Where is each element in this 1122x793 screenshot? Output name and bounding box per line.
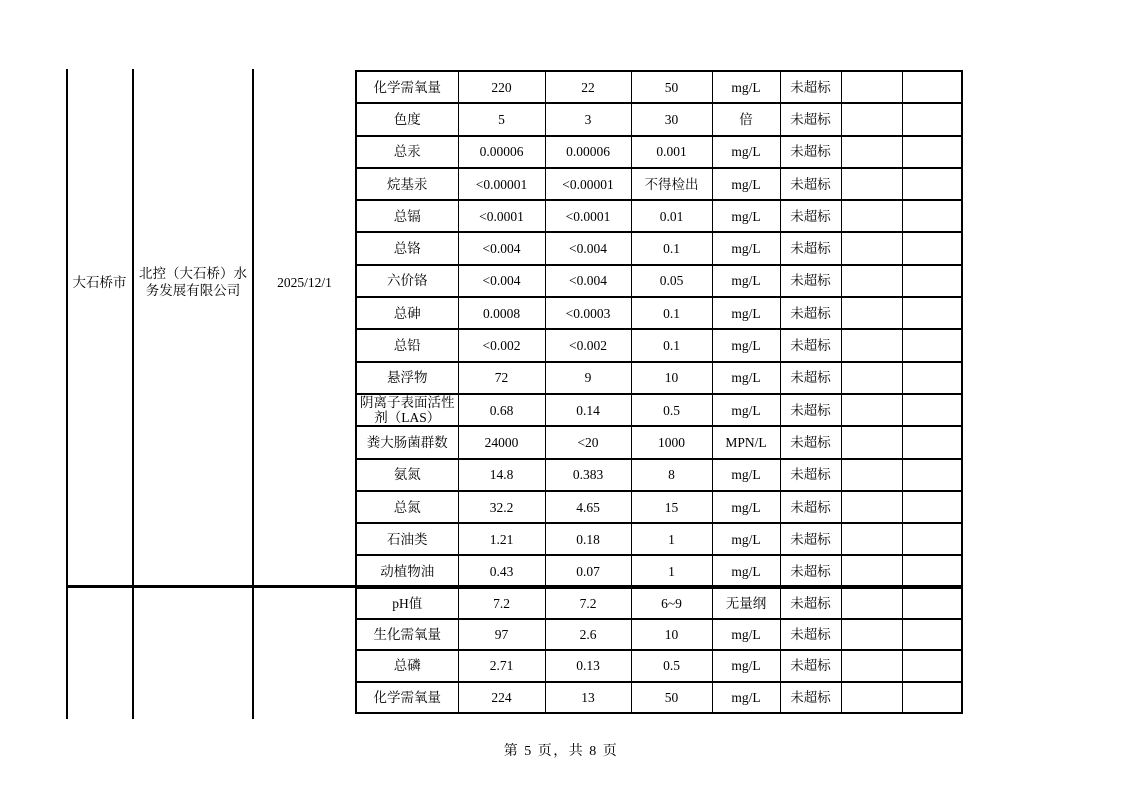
cell-value-2: <0.0001	[545, 200, 631, 232]
cell-extra-1	[841, 426, 902, 458]
cell-unit: mg/L	[712, 555, 780, 587]
cell-parameter: 石油类	[356, 523, 458, 555]
cell-parameter: 阴离子表面活性剂（LAS）	[356, 394, 458, 426]
cell-extra-1	[841, 168, 902, 200]
table-row	[356, 297, 962, 329]
cell-parameter: pH值	[356, 588, 458, 619]
cell-parameter: 六价铬	[356, 265, 458, 297]
cell-extra-2	[902, 619, 962, 650]
cell-status: 未超标	[780, 71, 841, 103]
table-row	[356, 168, 962, 200]
cell-extra-2	[902, 136, 962, 168]
cell-value-1: 0.00006	[458, 136, 545, 168]
cell-value-1: 1.21	[458, 523, 545, 555]
cell-value-2: 0.13	[545, 650, 631, 681]
cell-value-1: 14.8	[458, 459, 545, 491]
cell-status: 未超标	[780, 523, 841, 555]
cell-unit: mg/L	[712, 71, 780, 103]
cell-unit: mg/L	[712, 523, 780, 555]
cell-extra-2	[902, 168, 962, 200]
left-column-rule-3	[252, 69, 254, 719]
cell-extra-2	[902, 491, 962, 523]
cell-status: 未超标	[780, 200, 841, 232]
cell-value-1: 97	[458, 619, 545, 650]
cell-parameter: 粪大肠菌群数	[356, 426, 458, 458]
cell-value-2: <0.002	[545, 329, 631, 361]
cell-extra-2	[902, 297, 962, 329]
block-separator-rule	[66, 585, 963, 588]
cell-unit: mg/L	[712, 297, 780, 329]
cell-value-2: <20	[545, 426, 631, 458]
cell-extra-1	[841, 362, 902, 394]
cell-unit: mg/L	[712, 232, 780, 264]
cell-parameter: 化学需氧量	[356, 682, 458, 713]
table-row	[356, 588, 962, 619]
cell-limit: 30	[631, 103, 712, 135]
cell-extra-2	[902, 329, 962, 361]
cell-value-2: 3	[545, 103, 631, 135]
table-row	[356, 555, 962, 587]
cell-extra-2	[902, 588, 962, 619]
cell-extra-1	[841, 232, 902, 264]
cell-status: 未超标	[780, 265, 841, 297]
cell-status: 未超标	[780, 362, 841, 394]
cell-value-1: 7.2	[458, 588, 545, 619]
cell-status: 未超标	[780, 232, 841, 264]
cell-value-1: <0.002	[458, 329, 545, 361]
cell-unit: mg/L	[712, 168, 780, 200]
cell-extra-1	[841, 523, 902, 555]
cell-extra-2	[902, 555, 962, 587]
table-row	[356, 394, 962, 426]
left-column-rule-2	[132, 69, 134, 719]
cell-value-2: 7.2	[545, 588, 631, 619]
cell-extra-1	[841, 588, 902, 619]
table-row	[356, 103, 962, 135]
cell-value-1: 224	[458, 682, 545, 713]
cell-extra-1	[841, 394, 902, 426]
table-row	[356, 200, 962, 232]
cell-limit: 1000	[631, 426, 712, 458]
cell-status: 未超标	[780, 650, 841, 681]
cell-value-2: 4.65	[545, 491, 631, 523]
cell-extra-1	[841, 491, 902, 523]
table-row	[356, 71, 962, 103]
cell-extra-2	[902, 650, 962, 681]
cell-extra-2	[902, 682, 962, 713]
cell-unit: mg/L	[712, 136, 780, 168]
cell-value-2: <0.004	[545, 232, 631, 264]
cell-status: 未超标	[780, 459, 841, 491]
cell-extra-1	[841, 136, 902, 168]
cell-extra-1	[841, 103, 902, 135]
cell-extra-2	[902, 426, 962, 458]
cell-status: 未超标	[780, 329, 841, 361]
cell-value-2: 2.6	[545, 619, 631, 650]
cell-parameter: 总铅	[356, 329, 458, 361]
cell-limit: 50	[631, 71, 712, 103]
cell-extra-2	[902, 200, 962, 232]
cell-limit: 1	[631, 555, 712, 587]
cell-unit: mg/L	[712, 265, 780, 297]
cell-unit: mg/L	[712, 362, 780, 394]
cell-value-1: <0.00001	[458, 168, 545, 200]
cell-value-2: <0.00001	[545, 168, 631, 200]
table-row	[356, 232, 962, 264]
cell-value-1: 0.68	[458, 394, 545, 426]
cell-extra-1	[841, 265, 902, 297]
measurement-table	[355, 70, 963, 714]
cell-value-2: 0.18	[545, 523, 631, 555]
table-row	[356, 459, 962, 491]
city-cell: 大石桥市	[72, 275, 127, 290]
cell-limit: 8	[631, 459, 712, 491]
cell-unit: mg/L	[712, 200, 780, 232]
cell-limit: 0.1	[631, 232, 712, 264]
cell-status: 未超标	[780, 619, 841, 650]
cell-value-1: 72	[458, 362, 545, 394]
cell-extra-1	[841, 459, 902, 491]
cell-status: 未超标	[780, 103, 841, 135]
cell-extra-1	[841, 297, 902, 329]
page-indicator: 第 5 页，共 8 页	[503, 744, 619, 759]
cell-extra-2	[902, 394, 962, 426]
cell-unit: mg/L	[712, 491, 780, 523]
cell-status: 未超标	[780, 555, 841, 587]
company-cell: 北控（大石桥）水务发展有限公司	[139, 266, 247, 298]
cell-value-2: 0.14	[545, 394, 631, 426]
table-row	[356, 362, 962, 394]
cell-extra-1	[841, 650, 902, 681]
measurement-table-body	[356, 71, 962, 713]
cell-limit: 10	[631, 619, 712, 650]
cell-extra-2	[902, 103, 962, 135]
cell-status: 未超标	[780, 297, 841, 329]
table-row	[356, 523, 962, 555]
cell-limit: 0.5	[631, 394, 712, 426]
cell-extra-2	[902, 523, 962, 555]
table-row	[356, 491, 962, 523]
cell-parameter: 烷基汞	[356, 168, 458, 200]
cell-limit: 0.1	[631, 329, 712, 361]
cell-extra-1	[841, 682, 902, 713]
cell-parameter: 悬浮物	[356, 362, 458, 394]
cell-value-1: <0.004	[458, 232, 545, 264]
cell-unit: mg/L	[712, 650, 780, 681]
cell-parameter: 氨氮	[356, 459, 458, 491]
cell-status: 未超标	[780, 682, 841, 713]
cell-unit: mg/L	[712, 619, 780, 650]
cell-unit: mg/L	[712, 329, 780, 361]
cell-limit: 50	[631, 682, 712, 713]
cell-status: 未超标	[780, 491, 841, 523]
cell-parameter: 总汞	[356, 136, 458, 168]
cell-extra-1	[841, 555, 902, 587]
cell-value-1: 32.2	[458, 491, 545, 523]
cell-extra-1	[841, 619, 902, 650]
cell-parameter: 化学需氧量	[356, 71, 458, 103]
table-row	[356, 329, 962, 361]
cell-value-2: 13	[545, 682, 631, 713]
cell-limit: 15	[631, 491, 712, 523]
cell-unit: mg/L	[712, 394, 780, 426]
cell-limit: 0.05	[631, 265, 712, 297]
table-row	[356, 682, 962, 713]
cell-extra-2	[902, 232, 962, 264]
cell-value-2: 0.07	[545, 555, 631, 587]
cell-status: 未超标	[780, 168, 841, 200]
cell-limit: 0.01	[631, 200, 712, 232]
cell-extra-2	[902, 459, 962, 491]
cell-unit: 无量纲	[712, 588, 780, 619]
cell-extra-1	[841, 71, 902, 103]
cell-value-2: 0.00006	[545, 136, 631, 168]
cell-parameter: 总铬	[356, 232, 458, 264]
cell-value-1: 5	[458, 103, 545, 135]
cell-limit: 0.001	[631, 136, 712, 168]
cell-status: 未超标	[780, 136, 841, 168]
cell-value-1: <0.0001	[458, 200, 545, 232]
cell-extra-1	[841, 329, 902, 361]
table-row	[356, 265, 962, 297]
cell-unit: mg/L	[712, 682, 780, 713]
cell-value-1: 24000	[458, 426, 545, 458]
cell-value-2: 9	[545, 362, 631, 394]
cell-parameter: 色度	[356, 103, 458, 135]
cell-limit: 1	[631, 523, 712, 555]
cell-extra-1	[841, 200, 902, 232]
cell-limit: 不得检出	[631, 168, 712, 200]
cell-value-2: <0.0003	[545, 297, 631, 329]
table-row	[356, 650, 962, 681]
cell-extra-2	[902, 362, 962, 394]
cell-value-1: 0.43	[458, 555, 545, 587]
cell-parameter: 总氮	[356, 491, 458, 523]
cell-unit: mg/L	[712, 459, 780, 491]
cell-parameter: 总镉	[356, 200, 458, 232]
cell-extra-2	[902, 265, 962, 297]
cell-value-1: 220	[458, 71, 545, 103]
cell-status: 未超标	[780, 426, 841, 458]
cell-value-2: 0.383	[545, 459, 631, 491]
cell-value-1: <0.004	[458, 265, 545, 297]
cell-unit: 倍	[712, 103, 780, 135]
cell-value-2: 22	[545, 71, 631, 103]
left-column-rule-1	[66, 69, 68, 719]
cell-value-1: 0.0008	[458, 297, 545, 329]
cell-unit: MPN/L	[712, 426, 780, 458]
cell-value-2: <0.004	[545, 265, 631, 297]
cell-parameter: 总砷	[356, 297, 458, 329]
cell-extra-2	[902, 71, 962, 103]
cell-limit: 0.1	[631, 297, 712, 329]
cell-limit: 10	[631, 362, 712, 394]
cell-parameter: 总磷	[356, 650, 458, 681]
cell-limit: 6~9	[631, 588, 712, 619]
cell-status: 未超标	[780, 588, 841, 619]
table-row	[356, 426, 962, 458]
date-cell: 2025/12/1	[277, 275, 332, 290]
cell-status: 未超标	[780, 394, 841, 426]
cell-value-1: 2.71	[458, 650, 545, 681]
table-row	[356, 136, 962, 168]
cell-parameter: 生化需氧量	[356, 619, 458, 650]
cell-parameter: 动植物油	[356, 555, 458, 587]
table-row	[356, 619, 962, 650]
cell-limit: 0.5	[631, 650, 712, 681]
